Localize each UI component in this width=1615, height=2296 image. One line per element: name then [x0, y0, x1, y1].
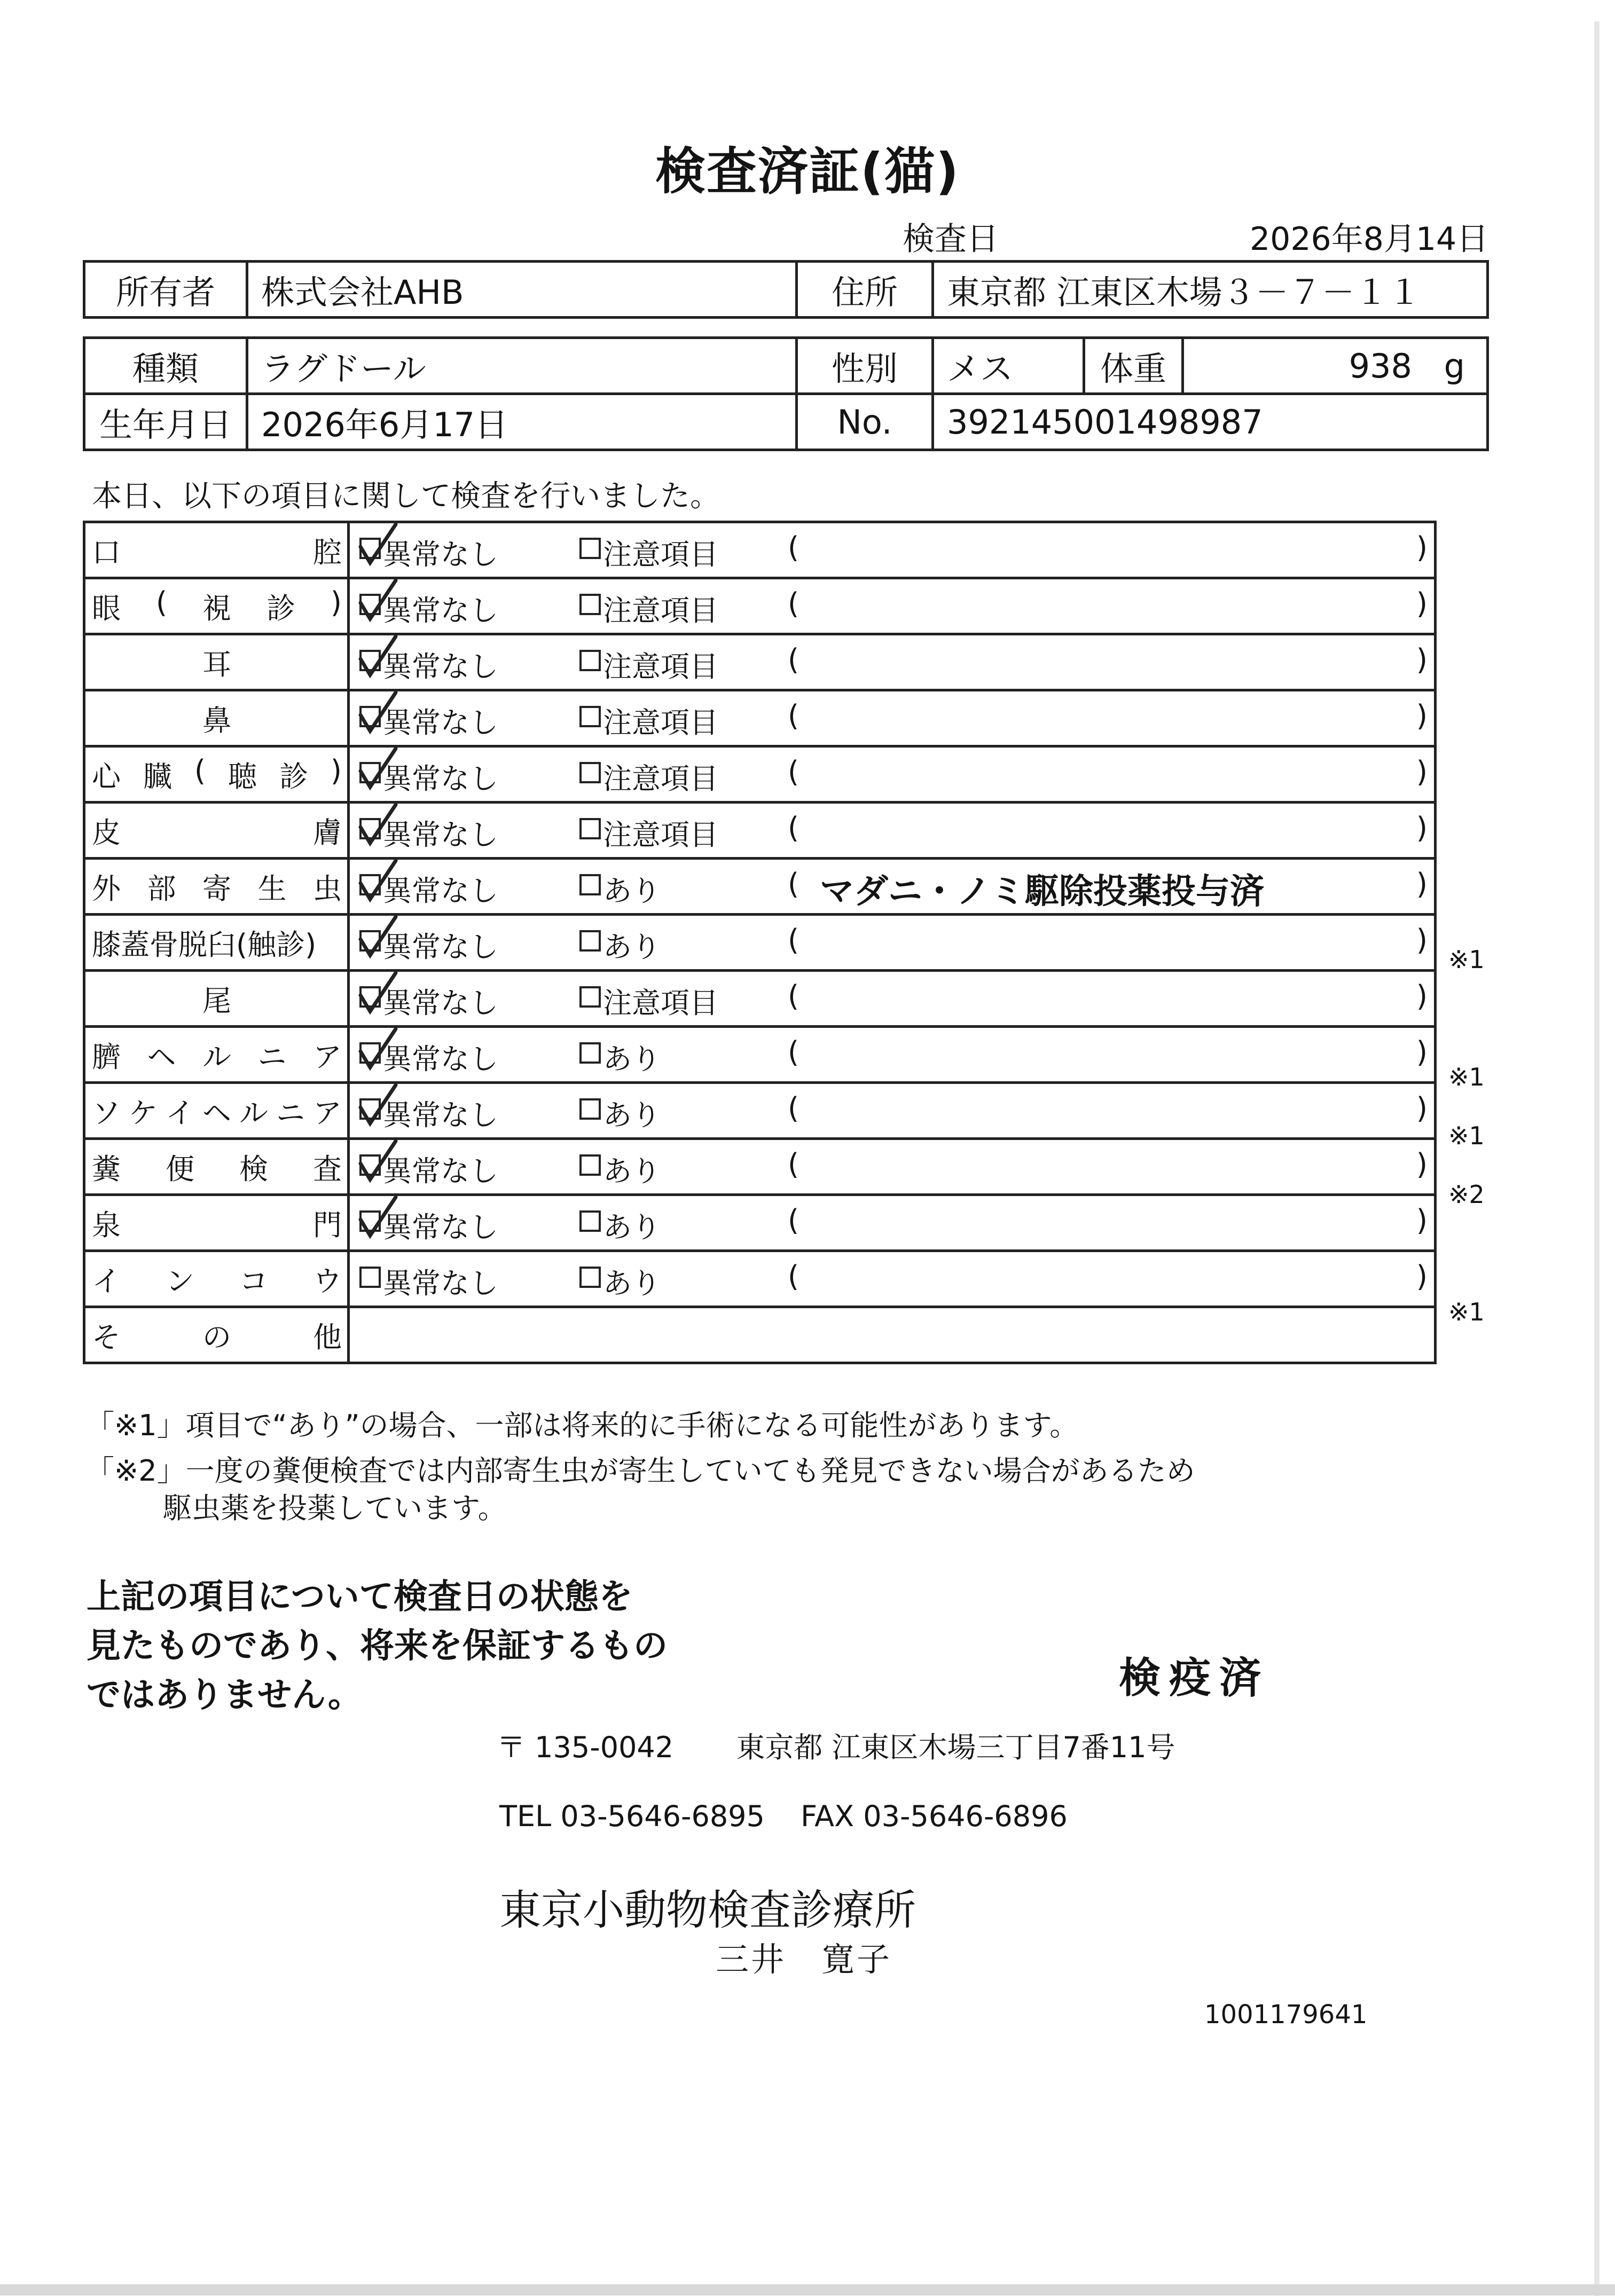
item-options-cell: [349, 803, 1436, 859]
owner-label: 所有者: [84, 262, 247, 318]
item-name: [85, 1259, 347, 1300]
item-options-cell: [349, 915, 1436, 971]
item-options: [350, 1252, 1434, 1306]
clinic-address: 東京都 江東区木場三丁目7番11号: [736, 1731, 1175, 1764]
option-finding-label: 注意項目: [603, 706, 718, 740]
clinic-tel: TEL 03-5646-6895: [499, 1799, 765, 1833]
paren-open: (: [788, 867, 799, 901]
item-footnote-mark: ※1: [1448, 1121, 1485, 1150]
paren-close: ): [1416, 755, 1428, 789]
checkbox-icon: [579, 930, 601, 952]
item-name-char: 寄: [202, 871, 231, 906]
scan-edge-bottom: [0, 2284, 1615, 2295]
item-name-char: 部: [147, 871, 176, 906]
item-footnote-mark: ※1: [1448, 1298, 1485, 1326]
option-normal-label: 異常なし: [383, 1042, 498, 1076]
item-name-char: 膚: [313, 815, 342, 850]
document-number: 1001179641: [1204, 2000, 1368, 2030]
item-name-char: 糞: [92, 1152, 121, 1186]
clinic-fax: FAX 03-5646-6896: [801, 1799, 1068, 1833]
checkbox-icon: [579, 1267, 601, 1288]
item-name-char: 尾: [202, 984, 231, 1018]
option-normal-label: 異常なし: [383, 1098, 498, 1132]
item-options: [350, 748, 1434, 801]
inspection-row: [84, 915, 1436, 971]
paren-close: ): [1416, 811, 1428, 845]
paren-close: ): [1416, 979, 1428, 1013]
paren-open: (: [788, 587, 799, 620]
other-value: [349, 1307, 1436, 1363]
option-finding-label: あり: [603, 1154, 661, 1188]
exam-date-label: 検査日: [903, 221, 999, 258]
item-name-cell: [84, 1251, 349, 1307]
item-options: [350, 1140, 1434, 1193]
checkbox-icon: [579, 1210, 601, 1232]
number-value: 392145001498987: [933, 394, 1488, 450]
option-finding-label: 注意項目: [603, 650, 718, 683]
item-name-char: の: [202, 1320, 231, 1354]
item-name-char: 臍: [92, 1040, 121, 1074]
inspection-row: [84, 746, 1436, 803]
item-name: [85, 1090, 347, 1131]
disclaimer-line-1: 上記の項目について検査日の状態を: [87, 1577, 633, 1617]
birth-label: 生年月日: [84, 394, 247, 450]
item-name-cell: [84, 1027, 349, 1083]
item-name: [85, 1202, 347, 1244]
option-finding-label: あり: [603, 1210, 661, 1244]
owner-table: [83, 260, 1489, 319]
item-name-char: 虫: [313, 871, 342, 906]
item-name: [85, 642, 347, 683]
checkbox-icon: [579, 986, 601, 1008]
item-name-char: ニ: [276, 1096, 305, 1130]
item-name-cell: [84, 522, 349, 578]
item-name-char: 腔: [313, 535, 342, 569]
option-finding-label: 注意項目: [603, 762, 718, 796]
option-finding-label: あり: [603, 874, 661, 908]
item-name-cell: [84, 634, 349, 690]
inspection-row: [84, 634, 1436, 690]
item-options: [350, 972, 1434, 1025]
item-name-char: 外: [92, 871, 121, 906]
disclaimer-line-2: 見たものであり、将来を保証するもの: [87, 1626, 668, 1666]
paren-close: ): [1416, 1260, 1428, 1293]
item-options-cell: [349, 859, 1436, 915]
paren-close: ): [1416, 923, 1428, 957]
checkbox-icon: [579, 1154, 601, 1176]
paren-close: ): [1416, 867, 1428, 901]
item-footnote-mark: ※1: [1448, 1063, 1485, 1091]
paren-open: (: [788, 1035, 799, 1069]
item-options: [350, 691, 1434, 745]
pet-table: [83, 336, 1489, 451]
option-normal-label: 異常なし: [383, 986, 498, 1020]
paren-close: ): [1416, 1147, 1428, 1181]
item-name-char: 門: [313, 1208, 342, 1242]
item-name-char: 聴: [228, 759, 257, 793]
option-finding-label: 注意項目: [603, 594, 718, 627]
weight-label: 体重: [1084, 338, 1183, 394]
breed-label: 種類: [84, 338, 247, 394]
paren-open: (: [788, 923, 799, 957]
item-name: [85, 754, 347, 795]
option-normal-label: 異常なし: [383, 874, 498, 908]
option-finding-label: あり: [603, 1267, 661, 1300]
inspection-row: [84, 1027, 1436, 1083]
item-options-cell: [349, 746, 1436, 803]
option-finding-label: あり: [603, 930, 661, 964]
disclaimer-line-3: ではありません。: [87, 1676, 362, 1715]
item-note: マダニ・ノミ駆除投薬投与済: [820, 872, 1264, 911]
option-normal-label: 異常なし: [383, 1154, 498, 1188]
intro-text: 本日、以下の項目に関して検査を行いました。: [92, 479, 720, 514]
option-finding-label: 注意項目: [603, 818, 718, 852]
scan-edge-right: [1594, 21, 1600, 2296]
item-name-char: 心: [92, 759, 121, 793]
option-normal-label: 異常なし: [383, 1210, 498, 1244]
sex-label: 性別: [797, 338, 933, 394]
inspection-table: [83, 521, 1437, 1364]
paren-close: ): [1416, 1091, 1428, 1125]
item-name-cell: [84, 803, 349, 859]
item-options-cell: [349, 690, 1436, 746]
option-normal-label: 異常なし: [383, 1267, 498, 1300]
inspection-row: [84, 522, 1436, 578]
option-normal-label: 異常なし: [383, 594, 498, 627]
inspection-row: [84, 971, 1436, 1027]
address-value: 東京都 江東区木場３－７－１１: [933, 262, 1488, 318]
item-name: [85, 1034, 347, 1075]
option-normal-label: 異常なし: [383, 538, 498, 571]
item-options-cell: [349, 578, 1436, 634]
disclaimer: [87, 1572, 668, 1720]
checkbox-icon: [579, 706, 601, 727]
item-name-char: ニ: [257, 1040, 287, 1074]
paren-open: (: [788, 1091, 799, 1125]
item-name-char: 便: [166, 1152, 194, 1186]
item-name-char: ア: [313, 1040, 342, 1074]
paren-close: ): [1416, 699, 1428, 733]
item-name-char: 口: [92, 535, 121, 569]
item-options-cell: [349, 1027, 1436, 1083]
weight-value: 938: [1349, 346, 1412, 386]
checkbox-icon: [579, 1042, 601, 1064]
item-name-cell: [84, 915, 349, 971]
item-options: [350, 579, 1434, 633]
other-name-cell: [84, 1307, 349, 1363]
item-name-char: (: [194, 753, 206, 788]
paren-open: (: [788, 1147, 799, 1181]
inspection-row-other: [84, 1307, 1436, 1363]
item-options-cell: [349, 1139, 1436, 1195]
item-name-cell: [84, 1083, 349, 1139]
inspection-row: [84, 1083, 1436, 1139]
paren-open: (: [788, 1204, 799, 1237]
clinic-address-line: [497, 1725, 1175, 1766]
option-finding-label: あり: [603, 1042, 661, 1076]
inspection-row: [84, 1195, 1436, 1251]
option-normal-label: 異常なし: [383, 650, 498, 683]
birth-value: 2026年6月17日: [247, 394, 797, 450]
checkbox-icon: [579, 818, 601, 839]
item-options: [350, 860, 1434, 913]
weight-unit: g: [1444, 346, 1465, 386]
footnote-2: 「※2」一度の糞便検査では内部寄生虫が寄生していても発見できない場合があるため: [85, 1454, 1195, 1488]
postal-code: 〒 135-0042: [497, 1731, 674, 1764]
item-name-char: 眼: [92, 591, 121, 625]
item-name-char: コ: [239, 1264, 268, 1298]
item-options-cell: [349, 522, 1436, 578]
option-finding-label: 注意項目: [603, 986, 718, 1020]
inspector-name: 三井 寛子: [716, 1940, 892, 1979]
paren-open: (: [788, 1260, 799, 1293]
footnote-2-cont: 駆虫薬を投薬しています。: [163, 1491, 507, 1525]
item-name: [85, 698, 347, 739]
inspection-row: [84, 803, 1436, 859]
option-normal-label: 異常なし: [383, 762, 498, 796]
item-options: [350, 635, 1434, 689]
item-name-char: 臓: [143, 759, 172, 793]
paren-open: (: [788, 755, 799, 789]
inspection-row: [84, 690, 1436, 746]
item-name-char: ル: [202, 1040, 231, 1074]
item-options: [350, 1084, 1434, 1137]
inspection-row: [84, 578, 1436, 634]
item-name-cell: [84, 971, 349, 1027]
item-name-char: 耳: [202, 647, 231, 681]
option-normal-label: 異常なし: [383, 706, 498, 740]
checkbox-icon: [579, 594, 601, 615]
item-name-char: そ: [92, 1320, 121, 1354]
option-finding-label: 注意項目: [603, 538, 718, 571]
exam-date-value: 2026年8月14日: [1250, 221, 1489, 258]
item-options: [350, 916, 1434, 969]
sex-value: メス: [933, 338, 1084, 394]
item-name: [85, 1146, 347, 1188]
item-name-char: 診: [279, 759, 308, 793]
checkbox-icon: [579, 538, 601, 559]
clinic-name: 東京小動物検査診療所: [499, 1886, 916, 1935]
inspection-row: [84, 1139, 1436, 1195]
item-name-char: (: [155, 585, 168, 619]
item-name-cell: [84, 1139, 349, 1195]
item-options: [350, 804, 1434, 857]
item-name-cell: [84, 746, 349, 803]
item-name-char: 皮: [92, 815, 121, 850]
weight-cell: [1183, 338, 1488, 394]
item-name-cell: [84, 578, 349, 634]
owner-value: 株式会社AHB: [247, 262, 797, 318]
item-name-char: 泉: [92, 1208, 121, 1242]
inspection-row: [84, 859, 1436, 915]
item-name-char: イ: [92, 1264, 121, 1298]
paren-close: ): [1416, 531, 1428, 564]
footnote-1: 「※1」項目で“あり”の場合、一部は将来的に手術になる可能性があります。: [85, 1409, 1079, 1442]
item-name-char: ウ: [313, 1264, 342, 1298]
paren-close: ): [1416, 1204, 1428, 1237]
item-name-char: 視: [202, 591, 231, 625]
option-normal-label: 異常なし: [383, 818, 498, 852]
item-name-char: ア: [313, 1096, 342, 1130]
item-name-char: ル: [239, 1096, 268, 1130]
inspection-row: [84, 1251, 1436, 1307]
item-name-char: ): [330, 585, 342, 619]
other-name: [85, 1315, 347, 1356]
paren-open: (: [788, 531, 799, 564]
page-title: 検査済証(猫): [655, 143, 960, 201]
item-name-cell: [84, 1195, 349, 1251]
item-name: [85, 866, 347, 907]
item-options-cell: [349, 1083, 1436, 1139]
paren-open: (: [788, 643, 799, 677]
number-label: No.: [797, 394, 933, 450]
quarantine-stamp: 検疫済: [1119, 1654, 1270, 1702]
item-footnote-mark: ※2: [1448, 1180, 1485, 1209]
item-name-char: 鼻: [202, 703, 231, 737]
item-options: [350, 1196, 1434, 1249]
breed-value: ラグドール: [247, 338, 797, 394]
item-options-cell: [349, 971, 1436, 1027]
item-name-char: 他: [313, 1320, 342, 1354]
option-normal-label: 異常なし: [383, 930, 498, 964]
item-name-cell: [84, 859, 349, 915]
item-options: [350, 523, 1434, 577]
item-name-char: 検: [239, 1152, 268, 1186]
item-name: [85, 922, 347, 963]
item-footnote-mark: ※1: [1448, 945, 1485, 974]
checkbox-icon: [579, 650, 601, 671]
item-name-char: 査: [313, 1152, 342, 1186]
item-name: [85, 978, 347, 1019]
item-options-cell: [349, 634, 1436, 690]
paren-close: ): [1416, 587, 1428, 620]
item-name-char: 膝蓋骨脱臼(触診): [92, 927, 317, 962]
paren-close: ): [1416, 1035, 1428, 1069]
item-options-cell: [349, 1195, 1436, 1251]
item-options-cell: [349, 1251, 1436, 1307]
paren-open: (: [788, 699, 799, 733]
item-name-char: ): [330, 753, 342, 788]
checkbox-icon: [579, 762, 601, 783]
checkbox-icon: [579, 874, 601, 895]
item-options: [350, 1028, 1434, 1081]
paren-close: ): [1416, 643, 1428, 677]
option-finding-label: あり: [603, 1098, 661, 1132]
checkbox-icon: [359, 1267, 381, 1288]
clinic-contact-line: [499, 1799, 1068, 1833]
item-name-char: ヘ: [147, 1040, 176, 1074]
item-name-char: ン: [166, 1264, 194, 1298]
item-name-cell: [84, 690, 349, 746]
item-name-char: イ: [166, 1096, 194, 1130]
item-name: [85, 810, 347, 851]
item-name: [85, 530, 347, 571]
paren-open: (: [788, 811, 799, 845]
paren-open: (: [788, 979, 799, 1013]
item-name-char: 診: [266, 591, 295, 625]
item-name-char: 生: [257, 871, 287, 906]
checkbox-icon: [579, 1098, 601, 1120]
item-name-char: ソ: [92, 1096, 121, 1130]
item-name: [85, 586, 347, 627]
item-name-char: ケ: [129, 1096, 158, 1130]
item-name-char: ヘ: [202, 1096, 231, 1130]
address-label: 住所: [797, 262, 933, 318]
